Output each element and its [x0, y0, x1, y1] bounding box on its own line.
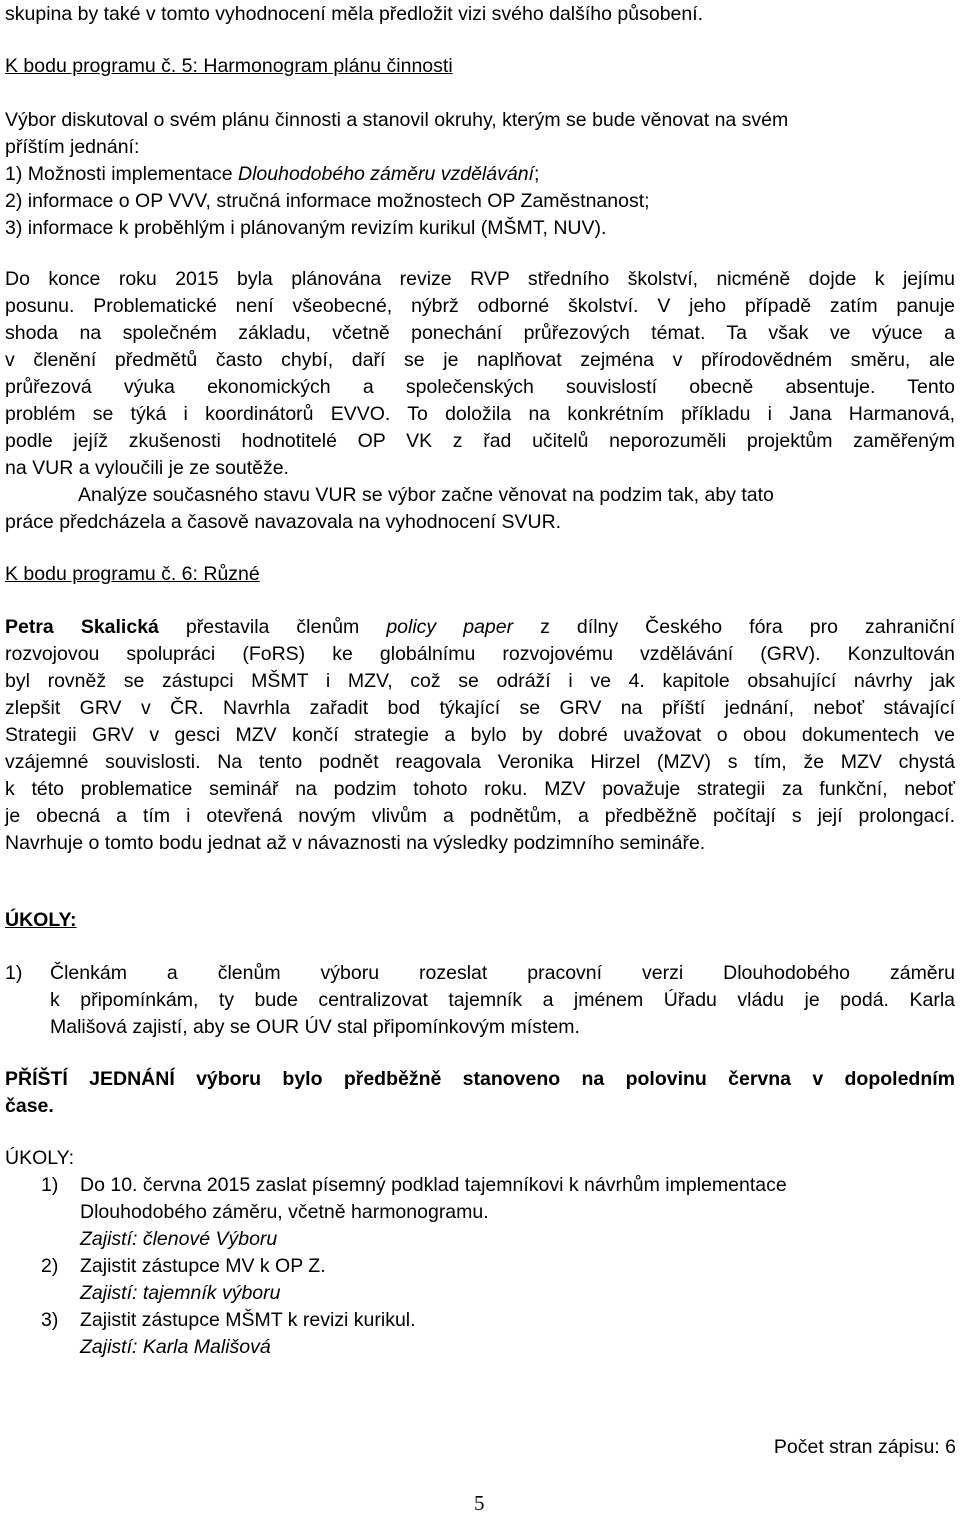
ukoly2-item-text: Zajistit zástupce MV k OP Z.	[80, 1255, 326, 1277]
item5-paragraph-line: shoda na společném základu, včetně ponechání průřezových témat. Ta však ve výuce a	[5, 322, 955, 344]
ukoly1-line: Mališová zajistí, aby se OUR ÚV stal připomínkovým místem.	[50, 1016, 580, 1038]
ukoly2-item-number: 1)	[41, 1174, 59, 1196]
ukoly1-heading: ÚKOLY:	[5, 909, 77, 931]
item5-paragraph-line: Analýze současného stavu VUR se výbor začne věnovat na podzim tak, aby tato	[78, 484, 774, 506]
ukoly1-number: 1)	[5, 962, 23, 984]
item5-paragraph-line: průřezová výuka ekonomických a společenských souvislostí obecně absentuje. Tento	[5, 376, 955, 398]
ukoly2-item-text: Do 10. června 2015 zaslat písemný podklad tajemníkovi k návrhům implementace	[80, 1174, 787, 1196]
ukoly2-item-responsible: Zajistí: tajemník výboru	[80, 1282, 281, 1304]
ukoly2-item-text: Zajistit zástupce MŠMT k revizi kurikul.	[80, 1309, 416, 1331]
item6-line: Petra Skalická přestavila členům policy paper z dílny Českého fóra pro zahraniční	[5, 616, 955, 638]
item5-line: příštím jednání:	[5, 136, 140, 158]
item5-line: Výbor diskutoval o svém plánu činnosti a stanovil okruhy, kterým se bude věnovat na svém	[5, 109, 789, 131]
item5-paragraph-line: na VUR a vyloučili je ze soutěže.	[5, 457, 289, 479]
item5-paragraph-line: práce předcházela a časově navazovala na vyhodnocení SVUR.	[5, 511, 562, 533]
item6-line: k této problematice seminář na podzim tohoto roku. MZV považuje strategii za funkční, neboť	[5, 778, 955, 800]
next-meeting-line: čase.	[5, 1095, 54, 1117]
item6-line: zlepšit GRV v ČR. Navrhla zařadit bod týkající se GRV na příští jednání, neboť stávající	[5, 697, 955, 719]
item5-paragraph-line: Do konce roku 2015 byla plánována revize RVP středního školství, nicméně dojde k jejímu	[5, 268, 955, 290]
item6-line: Strategii GRV v gesci MZV končí strategie a bylo by dobré uvažovat o obou dokumentech ve	[5, 724, 955, 746]
item5-list-item: 3) informace k proběhlým i plánovaným revizím kurikul (MŠMT, NUV).	[5, 217, 607, 239]
ukoly1-line: k připomínkám, ty bude centralizovat tajemník a jménem Úřadu vládu je podá. Karla	[50, 989, 955, 1011]
item6-line: byl rovněž se zástupci MŠMT i MZV, což se odráží i ve 4. kapitole obsahující návrhy jak	[5, 670, 955, 692]
intro-line: skupina by také v tomto vyhodnocení měla předložit vizi svého dalšího působení.	[5, 3, 704, 25]
item6-line: Navrhuje o tomto bodu jednat až v návaznosti na výsledky podzimního semináře.	[5, 832, 706, 854]
item5-paragraph-line: problém se týká i koordinátorů EVVO. To doložila na konkrétním příkladu i Jana Harmanová,	[5, 403, 955, 425]
next-meeting-line: PŘÍŠTÍ JEDNÁNÍ výboru bylo předběžně stanoveno na polovinu června v dopoledním	[5, 1068, 955, 1090]
page-count: Počet stran zápisu: 6	[773, 1436, 956, 1458]
item6-heading: K bodu programu č. 6: Různé	[5, 563, 260, 585]
ukoly1-line: Členkám a členům výboru rozeslat pracovní verzi Dlouhodobého záměru	[50, 962, 955, 984]
ukoly2-heading: ÚKOLY:	[5, 1147, 75, 1169]
item5-list-item: 2) informace o OP VVV, stručná informace možnostech OP Zaměstnanost;	[5, 190, 650, 212]
ukoly2-item-responsible: Zajistí: členové Výboru	[80, 1228, 278, 1250]
ukoly2-item-number: 2)	[41, 1255, 59, 1277]
ukoly2-item-number: 3)	[41, 1309, 59, 1331]
item6-line: je obecná a tím i otevřená novým vlivům a podnětům, a předběžně počítají s její prolongací.	[5, 805, 955, 827]
item6-line: vzájemné souvislosti. Na tento podnět reagovala Veronika Hirzel (MZV) s tím, že MZV chystá	[5, 751, 955, 773]
page-number: 5	[474, 1491, 485, 1515]
item5-list-item: 1) Možnosti implementace Dlouhodobého záměru vzdělávání;	[5, 163, 540, 185]
item5-paragraph-line: podle jejíž zkušenosti hodnotitelé OP VK z řad učitelů neporozuměli projektům zaměřeným	[5, 430, 955, 452]
item6-line: rozvojovou spolupráci (FoRS) ke globálnímu rozvojovému vzdělávání (GRV). Konzultován	[5, 643, 955, 665]
item5-paragraph-line: v členění předmětů často chybí, daří se je naplňovat zejména v přírodovědném směru, ale	[5, 349, 955, 371]
ukoly2-item-responsible: Zajistí: Karla Mališová	[80, 1336, 271, 1358]
item5-heading: K bodu programu č. 5: Harmonogram plánu činnosti	[5, 55, 453, 77]
item5-paragraph-line: posunu. Problematické není všeobecné, nýbrž odborné školství. V jeho případě zatím panuje	[5, 295, 955, 317]
ukoly2-item-text: Dlouhodobého záměru, včetně harmonogramu.	[80, 1201, 489, 1223]
